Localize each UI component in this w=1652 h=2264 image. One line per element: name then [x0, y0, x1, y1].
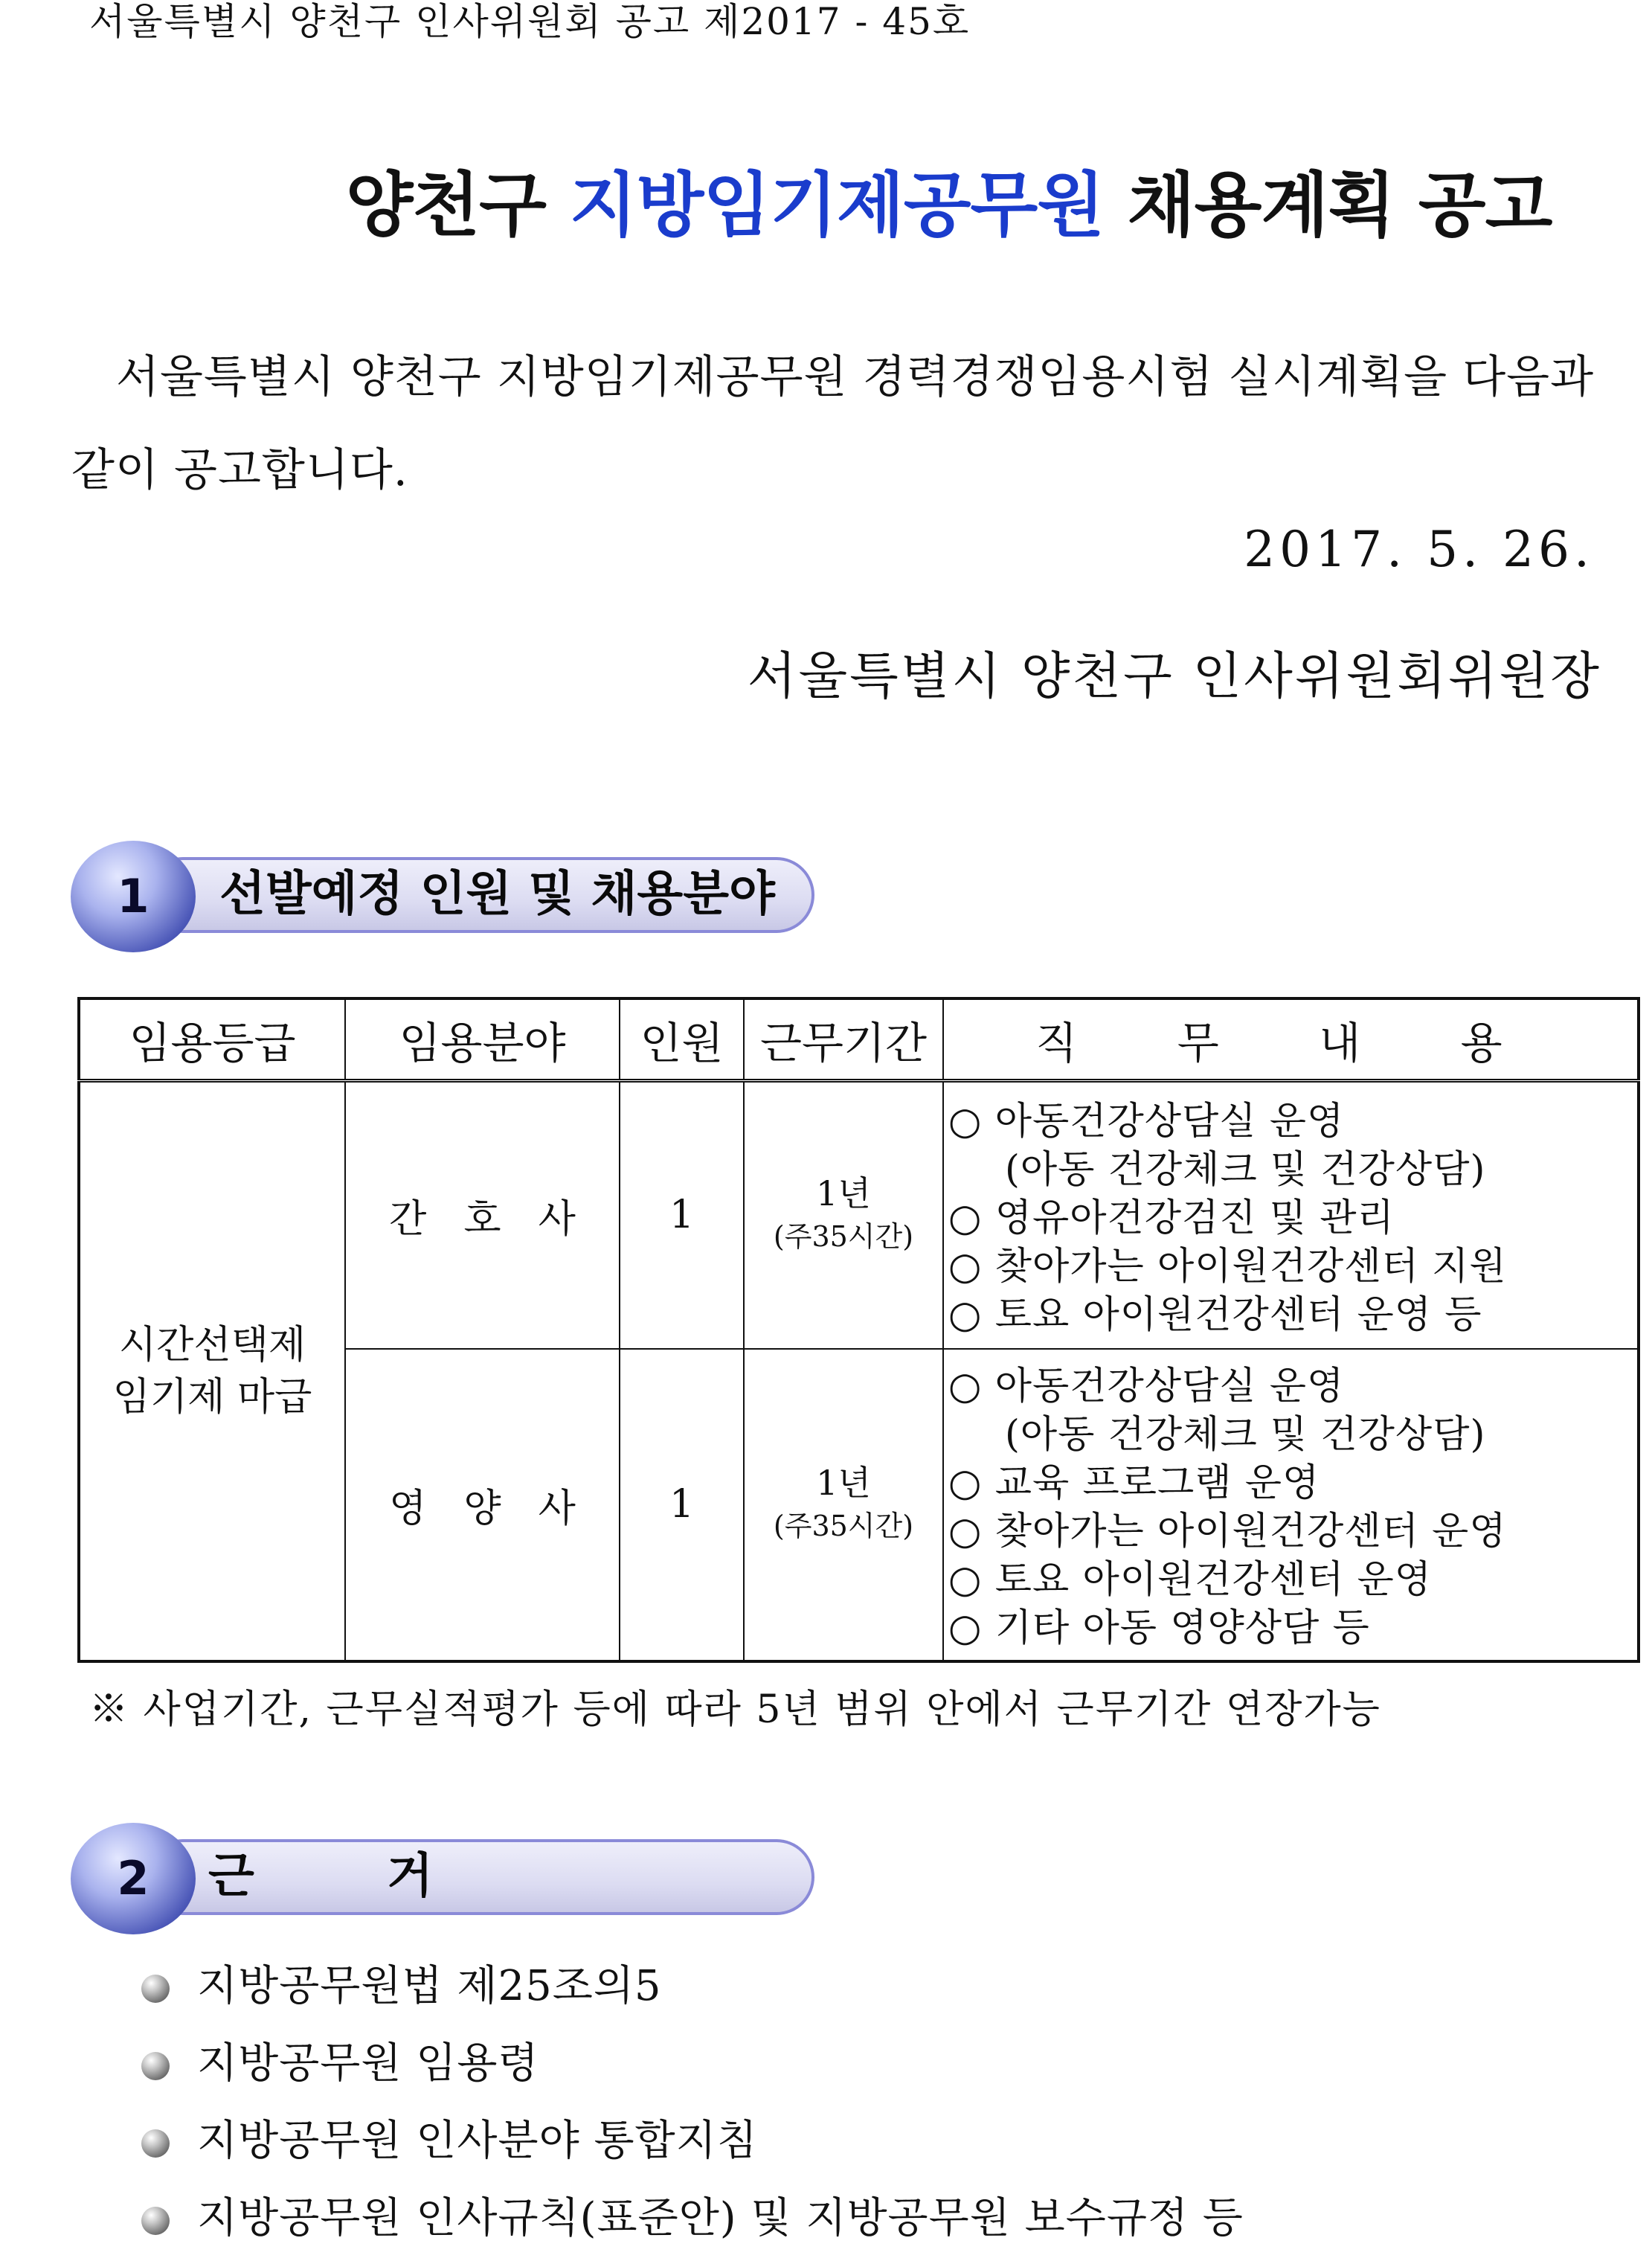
period-cell [744, 1081, 943, 1349]
header-grade: 임용등급 [79, 998, 345, 1081]
basis-text: 지방공무원 임용령 [197, 2039, 539, 2088]
section-2-banner [71, 1823, 822, 1934]
table-footnote: ※ 사업기간, 근무실적평가 등에 따라 5년 범위 안에서 근무기간 연장가능 [89, 1687, 1381, 1732]
table-header-row [79, 998, 1639, 1081]
count-cell: 1 [620, 1081, 744, 1349]
period-note: (주35시간) [773, 1220, 914, 1254]
duty-item: ○ 기타 아동 영양상담 등 [948, 1606, 1370, 1650]
period-cell [744, 1349, 943, 1661]
basis-text: 지방공무원 인사규칙(표준안) 및 지방공무원 보수규정 등 [197, 2194, 1244, 2242]
title-highlight: 지방임기제공무원 [569, 165, 1105, 246]
grade-cell [79, 1081, 345, 1661]
list-item [141, 1949, 1244, 2027]
section-2-title: 근 거 [208, 1849, 433, 1904]
duty-item: ○ 토요 아이원건강센터 운영 [948, 1558, 1433, 1602]
bullet-ball-icon [141, 2129, 170, 2158]
basis-text: 지방공무원법 제25조의5 [197, 1962, 662, 2010]
grade-line-2: 임기제 마급 [112, 1374, 312, 1420]
count-cell: 1 [620, 1349, 744, 1661]
section-1-title: 선발예정 인원 및 채용분야 [219, 867, 775, 922]
page-title [0, 149, 1652, 249]
duty-item: ○ 찾아가는 아이원건강센터 지원 [948, 1244, 1507, 1289]
period-value: 1년 [816, 1173, 871, 1214]
period-value: 1년 [816, 1463, 871, 1503]
header-duties: 직 무 내 용 [943, 998, 1639, 1081]
title-suffix: 채용계획 공고 [1104, 165, 1552, 246]
header-field: 임용분야 [345, 998, 620, 1081]
bullet-ball-icon [141, 2207, 170, 2235]
section-1-banner [71, 841, 822, 952]
duty-item: ○ 교육 프로그램 운영 [948, 1461, 1320, 1505]
intro-line-1: 서울특별시 양천구 지방임기제공무원 경력경쟁임용시험 실시계획을 다음과 [116, 351, 1595, 403]
bullet-ball-icon [141, 2052, 170, 2080]
duty-item: ○ 영유아건강검진 및 관리 [948, 1196, 1395, 1240]
duty-item: (아동 건강체크 및 건강상담) [1005, 1147, 1486, 1192]
table-row [79, 1081, 1639, 1349]
header-count: 인원 [620, 998, 744, 1081]
list-item [141, 2027, 1244, 2104]
period-note: (주35시간) [773, 1510, 914, 1542]
recruitment-table [77, 997, 1640, 1663]
section-1-number: 1 [117, 869, 150, 923]
duty-item: (아동 건강체크 및 건강상담) [1005, 1413, 1486, 1457]
list-item [141, 2104, 1244, 2181]
intro-line-2: 같이 공고합니다. [71, 444, 408, 496]
bullet-ball-icon [141, 1975, 170, 2003]
duty-item: ○ 아동건강상담실 운영 [948, 1365, 1345, 1408]
field-cell: 간호사 [345, 1081, 620, 1349]
duties-cell [943, 1349, 1639, 1661]
issuer: 서울특별시 양천구 인사위원회위원장 [747, 647, 1601, 706]
notice-date: 2017. 5. 26. [1244, 521, 1594, 578]
duty-item: ○ 아동건강상담실 운영 [948, 1099, 1345, 1144]
duties-cell [943, 1081, 1639, 1349]
section-2-number: 2 [117, 1851, 150, 1905]
duty-item: ○ 찾아가는 아이원건강센터 운영 [948, 1510, 1507, 1553]
header-period: 근무기간 [744, 998, 943, 1081]
intro-paragraph [71, 331, 1607, 517]
grade-line-1: 시간선택제 [118, 1322, 306, 1367]
duty-item: ○ 토요 아이원건강센터 운영 등 [948, 1292, 1482, 1337]
title-prefix: 양천구 [345, 165, 570, 246]
list-item [141, 2181, 1244, 2259]
basis-list [141, 1949, 1244, 2259]
notice-number: 서울특별시 양천구 인사위원회 공고 제2017 - 45호 [89, 0, 971, 43]
field-cell: 영양사 [345, 1349, 620, 1661]
basis-text: 지방공무원 인사분야 통합지침 [197, 2117, 758, 2165]
